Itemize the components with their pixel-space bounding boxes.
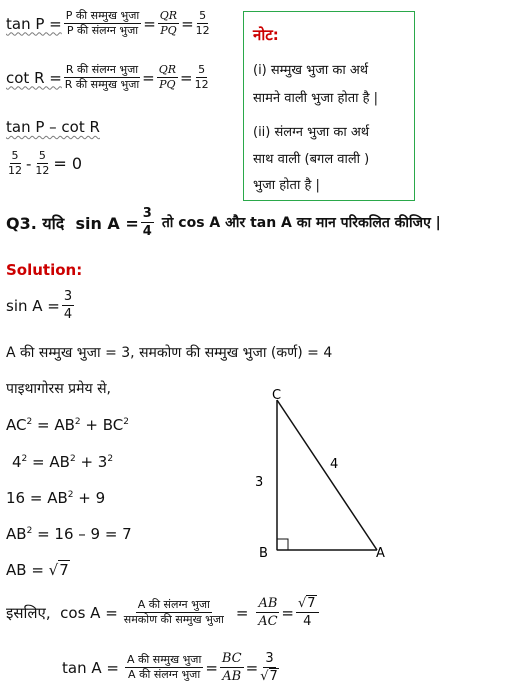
cosA-lhs: इसलिए, cos A =	[6, 603, 118, 622]
eq-line-2	[12, 453, 113, 471]
diff-d2: 12	[35, 164, 50, 177]
eq2-s3: 2	[107, 454, 114, 464]
tanP-n3: 5	[199, 9, 207, 22]
cosA-fraction-sides	[256, 596, 279, 629]
tanP-equation	[6, 10, 212, 37]
tanA-d3: 7	[269, 669, 278, 684]
vertex-b-label: B	[259, 546, 268, 561]
cosA-n2: AB	[258, 596, 278, 611]
right-angle-mark	[277, 539, 288, 550]
tanP-num: P की सम्मुख भुजा	[65, 9, 140, 22]
q3-fraction	[141, 206, 154, 239]
note-line-4: साथ वाली (बगल वाली )	[253, 152, 370, 167]
cosA-num: A की संलग्न भुजा	[137, 598, 210, 611]
cosA-eq2: =	[281, 603, 294, 622]
eq3-s1: 2	[67, 490, 74, 500]
eq2-s1: 2	[21, 454, 28, 464]
diff-result	[6, 150, 82, 177]
tanP-fraction-words	[64, 10, 141, 37]
cotR-fraction-value	[195, 64, 209, 91]
note-line-1: (i) सम्मुख भुजा का अर्थ	[253, 63, 369, 78]
cosA-n3: 7	[307, 596, 316, 611]
cotR-equation	[6, 64, 211, 91]
tanP-den: P की संलग्न भुजा	[66, 24, 139, 37]
tanA-eq1: =	[205, 658, 218, 677]
tanP-lhs: tan P =	[6, 14, 62, 33]
diff-frac2	[35, 150, 49, 177]
tanA-den: A की संलग्न भुजा	[128, 668, 201, 681]
cosA-eq1: =	[235, 603, 249, 622]
note-title: नोट:	[253, 26, 279, 44]
side-cb-label: 3	[255, 475, 264, 490]
tanA-fraction-sides	[220, 651, 244, 684]
sqrt-symbol: √	[48, 561, 59, 579]
eq4-b: = 16 – 9 = 7	[32, 525, 132, 543]
diff-d1: 12	[8, 164, 22, 177]
vertex-a-label: A	[376, 546, 385, 561]
tanP-eq2: =	[181, 14, 194, 33]
cotR-eq1: =	[142, 68, 155, 87]
tanA-lhs: tan A =	[62, 658, 119, 677]
eq2-c: + 3	[75, 453, 108, 471]
note-line-3: (ii) संलग्न भुजा का अर्थ	[253, 125, 370, 140]
cotR-eq2: =	[180, 68, 193, 87]
sqrt-symbol: √	[297, 596, 307, 611]
cosA-den: समकोण की सम्मुख भुजा	[123, 613, 224, 626]
pythagoras-heading: पाइथागोरस प्रमेय से,	[6, 381, 111, 397]
cotR-den: R की सम्मुख भुजा	[64, 78, 140, 91]
eq1-a: AC	[6, 416, 27, 434]
tanA-equation	[62, 651, 281, 684]
solution-heading: Solution:	[6, 261, 83, 279]
note-box	[243, 11, 415, 201]
note-line-2: सामने वाली भुजा होता है |	[253, 91, 379, 106]
eq2-s2: 2	[69, 454, 76, 464]
sinA-equation	[6, 289, 76, 322]
diff-minus: -	[26, 154, 32, 173]
cotR-d2: PQ	[159, 78, 176, 91]
diff-frac1	[8, 150, 22, 177]
cotR-lhs: cot R =	[6, 68, 62, 87]
cosA-equation	[6, 596, 321, 629]
eq5-rad: 7	[59, 561, 69, 579]
cotR-n3: 5	[198, 63, 206, 76]
eq1-s1: 2	[26, 417, 33, 427]
cosA-fraction-words	[124, 599, 224, 626]
sqrt-symbol: √	[260, 669, 269, 684]
sinA-fraction	[62, 289, 74, 322]
tanP-fraction-sides	[158, 10, 179, 37]
tanA-fraction-words	[125, 654, 203, 681]
cotR-n2: QR	[158, 63, 176, 76]
sinA-lhs: sin A =	[6, 296, 60, 315]
tanA-n3: 3	[265, 651, 274, 666]
eq3-b: + 9	[73, 489, 106, 507]
eq-line-5	[6, 561, 70, 579]
cosA-fraction-value	[296, 596, 319, 629]
sinA-den: 4	[63, 307, 73, 322]
cotR-num: R की संलग्न भुजा	[65, 63, 139, 76]
tanA-d3-wrap	[260, 668, 279, 684]
q3-num: 3	[142, 206, 152, 221]
eq-line-3	[6, 489, 105, 507]
eq2-a: 4	[12, 453, 22, 471]
tanA-d2: AB	[222, 669, 242, 684]
cosA-d3: 4	[303, 614, 312, 629]
q3-suffix: तो cos A और tan A का मान परिकलित कीजिए |	[161, 215, 441, 231]
vertex-c-label: C	[272, 388, 282, 403]
eq1-b: = AB	[32, 416, 75, 434]
cosA-d2: AC	[258, 614, 278, 629]
tanP-n2: QR	[159, 9, 178, 22]
question-3	[6, 206, 441, 239]
cosA-n3-wrap	[296, 596, 319, 613]
eq1-s2: 2	[74, 417, 81, 427]
tanP-eq1: =	[143, 14, 156, 33]
tanA-fraction-value	[260, 651, 279, 684]
tanP-d2: PQ	[160, 24, 177, 37]
diff-n1: 5	[11, 149, 19, 162]
tanP-fraction-value	[196, 10, 210, 37]
triangle-diagram	[245, 385, 395, 570]
q3-prefix: Q3. यदि sin A =	[6, 213, 139, 233]
eq5-a: AB =	[6, 561, 49, 579]
eq2-b: = AB	[27, 453, 70, 471]
tanA-n2: BC	[221, 651, 242, 666]
eq4-s1: 2	[26, 526, 33, 536]
tanP-d3: 12	[195, 24, 210, 37]
cotR-fraction-words	[64, 64, 140, 91]
side-ca	[277, 400, 377, 550]
eq3-a: 16 = AB	[6, 489, 68, 507]
eq4-a: AB	[6, 525, 27, 543]
eq-line-4	[6, 525, 132, 543]
given-statement: A की सम्मुख भुजा = 3, समकोण की सम्मुख भुजा (कर्ण) = 4	[6, 345, 333, 361]
q3-den: 4	[142, 224, 152, 239]
eq-line-1	[6, 416, 129, 434]
diff-expression	[6, 118, 100, 136]
tanA-eq2: =	[245, 658, 259, 677]
eq1-s3: 2	[123, 417, 129, 427]
tanA-num: A की सम्मुख भुजा	[126, 653, 202, 666]
sinA-num: 3	[63, 289, 73, 304]
cotR-fraction-sides	[157, 64, 178, 91]
diff-n2: 5	[38, 149, 46, 162]
note-line-5: भुजा होता है |	[253, 178, 320, 193]
side-ca-label: 4	[330, 457, 339, 472]
diff-text: tan P – cot R	[6, 118, 100, 136]
cotR-d3: 12	[194, 78, 209, 91]
eq1-c: + BC	[80, 416, 124, 434]
diff-result-value: = 0	[53, 153, 83, 173]
